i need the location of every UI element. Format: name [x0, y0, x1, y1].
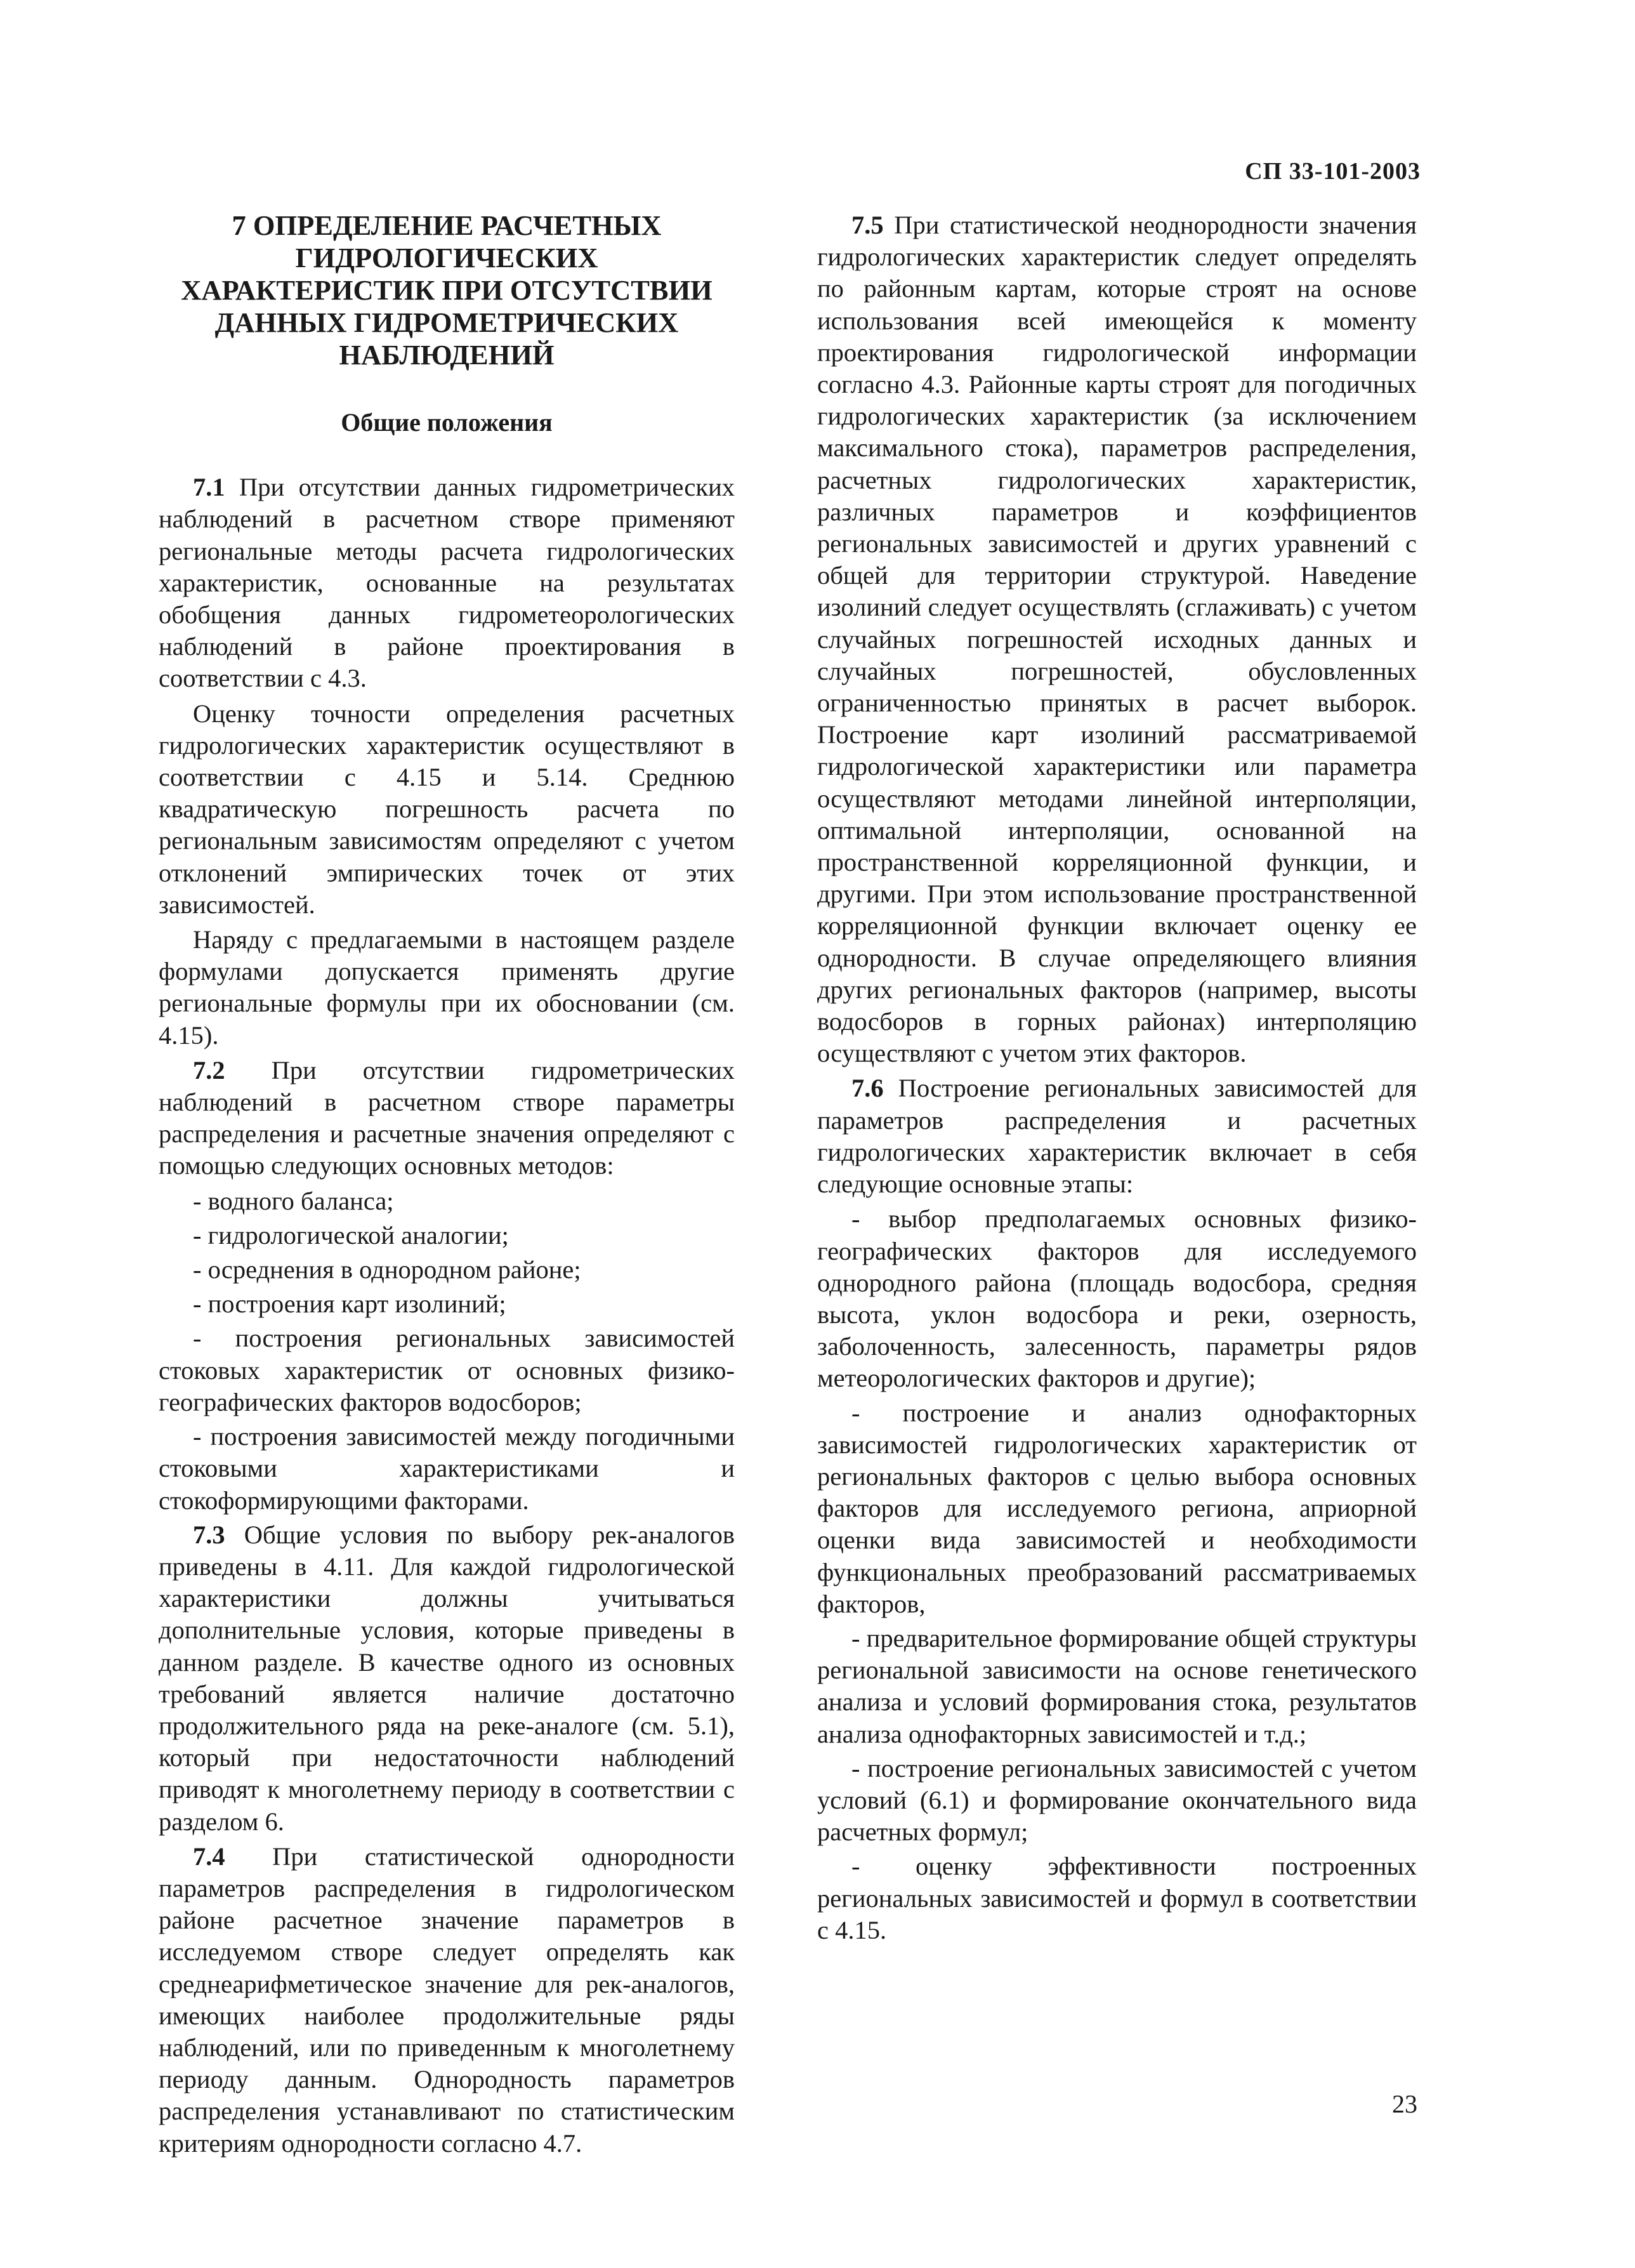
paragraph-7-1	[159, 471, 735, 694]
paragraph-text: При отсутствии гидрометрических наблюдений в расчетном створе параметры распределения и расчетные значения определяют с помощью следующих основных методов:	[159, 1055, 735, 1180]
paragraph-formulas: Наряду с предлагаемыми в настоящем разделе формулами допускается применять другие региональные формулы при их обосновании (см. 4.15).	[159, 925, 735, 1050]
document-code: СП 33-101-2003	[1245, 158, 1421, 185]
list-item: - построение и анализ однофакторных зависимостей гидрологических характеристик от региональных факторов с целью выбора основных факторов для исследуемого региона, априорной оценки вида зависимостей и необходимости функциональных преобразований рассматриваемых факторов,	[817, 1398, 1417, 1618]
paragraph-7-2	[159, 1055, 735, 1182]
list-item: - предварительное формирование общей структуры региональной зависимости на основе генетического анализа и условий формирования стока, результатов анализа однофакторных зависимостей и т.д.;	[817, 1623, 1417, 1748]
paragraph-number: 7.1	[193, 473, 225, 502]
paragraph-7-6	[817, 1072, 1417, 1200]
list-item: - построения карт изолиний;	[193, 1289, 506, 1319]
paragraph-text: При отсутствии данных гидрометрических наблюдений в расчетном створе применяют региональные методы расчета гидрологических характеристик, основанные на результатах обобщения данных гидрометеорологических наблюдений в районе проектирования в соответствии с 4.3.	[159, 473, 735, 693]
paragraph-accuracy: Оценку точности определения расчетных гидрологических характеристик осуществляют в соответствии с 4.15 и 5.14. Среднюю квадратическую погрешность расчета по региональным зависимостям определяют с учетом отклонений эмпирических точек от этих зависимостей.	[159, 699, 735, 919]
paragraph-number: 7.4	[193, 1842, 225, 1871]
left-column	[159, 209, 735, 2163]
paragraph-7-4	[159, 1841, 735, 2159]
paragraph-number: 7.3	[193, 1520, 225, 1549]
list-item: - осреднения в однородном районе;	[193, 1255, 581, 1284]
paragraph-number: 7.2	[193, 1055, 225, 1085]
list-item: - водного баланса;	[193, 1186, 394, 1215]
paragraph-number: 7.5	[851, 211, 884, 239]
paragraph-text: При статистической неоднородности значения гидрологических характеристик следует определять по районным картам, которые строят на основе использования всей имеющейся к моменту проектирования гидрологической информации согласно 4.3. Районные карты строят для погодичных гидрологических характеристик (за исключением максимального стока), параметров распределения, расчетных гидрологических характеристик, различных параметров и коэффициентов региональных зависимостей и других уравнений с общей для территории структурой. Наведение изолиний следует осуществлять (сглаживать) с учетом случайных погрешностей исходных данных и случайных погрешностей, обусловленных ограниченностью принятых в расчет выборок. Построение карт изолиний рассматриваемой гидрологической характеристики или параметра осуществляют методами линейной интерполяции, оптимальной интерполяции, основанной на пространственной корреляционной функции, и другими. При этом использование пространственной корреляционной функции включает оценку ее однородности. В случае определяющего влияния других региональных факторов (например, высоты водосборов в горных районах) интерполяцию осуществляют с учетом этих факторов.	[817, 211, 1417, 1068]
chapter-title: 7 ОПРЕДЕЛЕНИЕ РАСЧЕТНЫХ ГИДРОЛОГИЧЕСКИХ ХАРАКТЕРИСТИК ПРИ ОТСУТСТВИИ ДАННЫХ ГИДРОМЕТРИЧЕСКИХ НАБЛЮДЕНИЙ	[181, 209, 712, 371]
paragraph-text: Общие условия по выбору рек-аналогов приведены в 4.11. Для каждой гидрологической характеристики должны учитываться дополнительные условия, которые приведены в данном разделе. В качестве одного из основных требований является наличие достаточно продолжительного ряда на реке-аналоге (см. 5.1), который при недостаточности наблюдений приводят к многолетнему периоду в соответствии с разделом 6.	[159, 1520, 735, 1836]
list-item: - выбор предполагаемых основных физико-географических факторов для исследуемого однородного района (площадь водосбора, средняя высота, уклон водосбора и реки, озерность, заболоченность, залесенность, параметры рядов метеорологических факторов и другие);	[817, 1204, 1417, 1393]
list-item: - построения зависимостей между погодичными стоковыми характеристиками и стокоформирующими факторами.	[159, 1422, 735, 1515]
paragraph-7-5	[817, 209, 1417, 1069]
paragraph-text: При статистической однородности параметров распределения в гидрологическом районе расчетное значение параметров в исследуемом створе следует определять как среднеарифметическое значение для рек-аналогов, имеющих наиболее продолжительные ряды наблюдений, или по приведенным к многолетнему периоду данным. Однородность параметров распределения устанавливают по статистическим критериям однородности согласно 4.7.	[159, 1842, 735, 2158]
list-item: - гидрологической аналогии;	[193, 1220, 509, 1249]
paragraph-text: Построение региональных зависимостей для параметров распределения и расчетных гидрологических характеристик включает в себя следующие основные этапы:	[817, 1074, 1417, 1199]
list-item: - построение региональных зависимостей с учетом условий (6.1) и формирование окончательного вида расчетных формул;	[817, 1753, 1417, 1847]
paragraph-7-3	[159, 1519, 735, 1838]
right-column	[817, 209, 1417, 1949]
section-heading: Общие положения	[341, 408, 553, 437]
page-number: 23	[1392, 2090, 1417, 2118]
list-item: - построения региональных зависимостей стоковых характеристик от основных физико-географических факторов водосборов;	[159, 1324, 735, 1416]
list-item: - оценку эффективности построенных региональных зависимостей и формул в соответствии с 4.15.	[817, 1852, 1417, 1944]
paragraph-number: 7.6	[851, 1074, 884, 1103]
